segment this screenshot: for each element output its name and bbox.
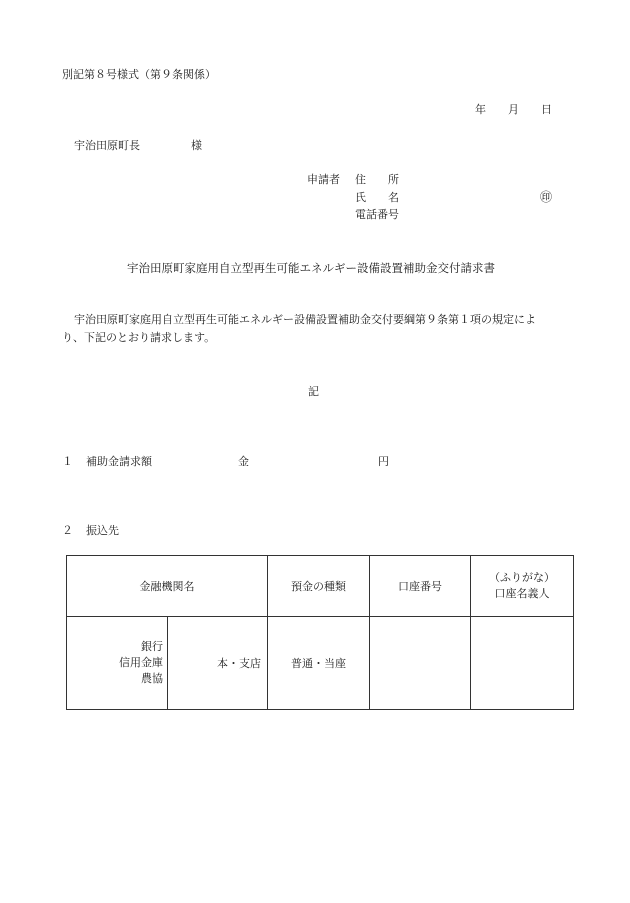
section1-yen: 円 [378, 455, 389, 468]
date-day: 日 [541, 103, 552, 116]
header-institution: 金融機関名 [67, 556, 268, 617]
account-number-cell[interactable] [370, 617, 471, 710]
transfer-table [66, 555, 574, 710]
bank-type-shinkin: 信用金庫 [119, 656, 163, 669]
form-label: 別記第８号様式（第９条関係） [62, 68, 216, 81]
branch-cell[interactable] [168, 617, 268, 710]
deposit-options: 普通・当座 [291, 657, 346, 670]
bank-type-nokyo: 農協 [141, 672, 163, 685]
addressee-name: 宇治田原町長 [74, 139, 140, 152]
section1-label: 補助金請求額 [86, 455, 152, 468]
bank-type-bank: 銀行 [141, 640, 163, 653]
phone-label: 電話番号 [355, 208, 399, 221]
addressee-honorific: 様 [191, 139, 202, 152]
ki-heading: 記 [308, 385, 319, 398]
table-row [67, 617, 574, 710]
address-label: 住 所 [355, 173, 399, 186]
bank-type-cell[interactable] [67, 617, 168, 710]
section2-label: 振込先 [86, 524, 119, 537]
header-deposit-type: 預金の種類 [268, 556, 370, 617]
deposit-type-cell[interactable] [268, 617, 370, 710]
date-month: 月 [508, 103, 519, 116]
branch-label: 本・支店 [217, 657, 261, 670]
document-title: 宇治田原町家庭用自立型再生可能エネルギー設備設置補助金交付請求書 [127, 261, 495, 275]
section1-kin: 金 [238, 455, 249, 468]
table-header-row [67, 556, 574, 617]
header-account-number: 口座番号 [370, 556, 471, 617]
section2-number: ２ [62, 524, 73, 537]
section1-number: １ [62, 455, 73, 468]
body-line-1: 宇治田原町家庭用自立型再生可能エネルギー設備設置補助金交付要綱第９条第１項の規定によ [74, 313, 536, 326]
date-year: 年 [475, 103, 486, 116]
header-holder [471, 556, 574, 617]
header-holder-label: 口座名義人 [494, 587, 550, 600]
applicant-label: 申請者 [307, 173, 340, 186]
seal-mark: ㊞ [540, 190, 553, 204]
header-furigana: （ふりがな） [489, 571, 555, 584]
account-holder-cell[interactable] [471, 617, 574, 710]
name-label: 氏 名 [355, 191, 399, 204]
body-line-2: り、下記のとおり請求します。 [62, 331, 216, 344]
